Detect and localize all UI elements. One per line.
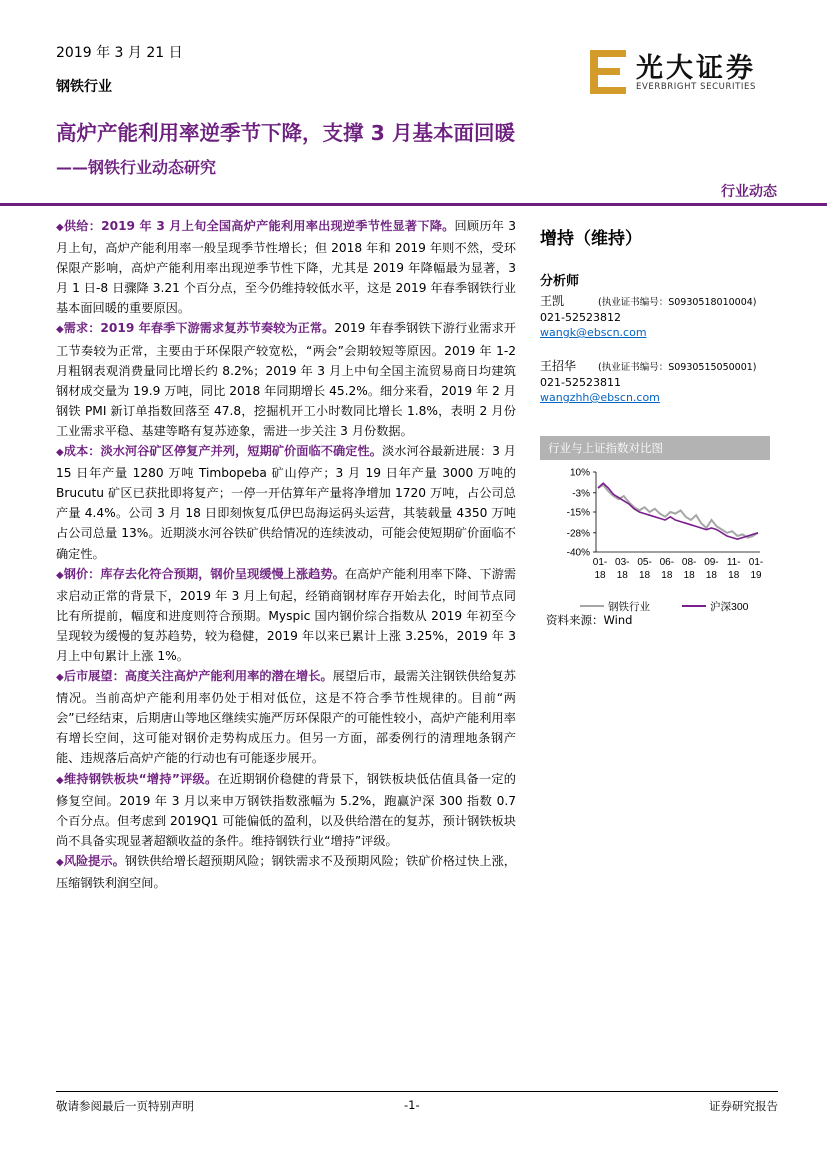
analyst-cert: (执业证书编号：S0930515050001) bbox=[598, 362, 757, 373]
diamond-bullet-icon: ◆ bbox=[56, 672, 64, 684]
page-number: -1- bbox=[404, 1098, 420, 1112]
analyst-phone: 021-52523811 bbox=[540, 376, 621, 389]
diamond-bullet-icon: ◆ bbox=[56, 447, 64, 459]
report-date: 2019 年 3 月 21 日 bbox=[56, 45, 183, 61]
analyst-cert: (执业证书编号：S0930518010004) bbox=[598, 297, 757, 308]
diamond-bullet-icon: ◆ bbox=[56, 324, 64, 336]
section-heading: 成本：淡水河谷矿区停复产并列，短期矿价面临不确定性。 bbox=[63, 444, 382, 459]
y-tick-label: -15% bbox=[566, 507, 590, 519]
company-logo bbox=[588, 46, 778, 98]
legend-label: 沪深300 bbox=[710, 601, 749, 613]
x-tick-label: 18 bbox=[728, 570, 740, 581]
rating: 增持（维持） bbox=[540, 229, 642, 249]
x-tick-label: 11- bbox=[726, 557, 741, 568]
x-tick-label: 18 bbox=[705, 570, 717, 581]
section-cost bbox=[56, 441, 516, 564]
y-tick-label: -28% bbox=[566, 528, 590, 540]
section-text: 2019 年春季钢铁下游行业需求开工节奏较为正常，主要由于环保限产较宽松，“两会”会期较短等原因。2019 年 1-2 月粗钢表观消费量同比增长约 8.2%；2019 年 3 月上中旬全国主流贸易商日均建筑钢材成交量为 19.9 万吨，同比 2018 年同期增长 45.2%。细分来看，2019 年 2 月钢铁 PMI 新订单指数回落至 47.8，挖掘机开工小时数同比增长 1.8%，表明 2 月份工业需求平稳、基建等略有复苏迹象，需进一步关注 3 月份数据。 bbox=[56, 321, 516, 438]
industry-label: 钢铁行业 bbox=[56, 79, 112, 95]
section-text: 淡水河谷最新进展：3 月 15 日年产量 1280 万吨 Timbopeba 矿山停产；3 月 19 日年产量 3000 万吨的 Brucutu 矿区已获批即将复产；一停一开估算年产量将净增加 1720 万吨，占公司总产量 4.4%。公司 3 月 18 日即刻恢复瓜伊巴岛海运码头运营，其装载量 4350 万吨占公司总量 13%。近期淡水河谷铁矿供给情况的连续波动，可能会使短期矿价面临不确定性。 bbox=[56, 444, 516, 561]
report-title: 高炉产能利用率逆季节下降，支撑 3 月基本面回暖 bbox=[56, 121, 516, 145]
x-tick-label: 09- bbox=[704, 557, 719, 568]
x-tick-label: 05- bbox=[637, 557, 652, 568]
y-tick-label: 10% bbox=[569, 467, 590, 479]
x-tick-label: 18 bbox=[594, 570, 606, 581]
section-text: 回顾历年 3 月上旬，高炉产能利用率一般呈现季节性增长；但 2018 年和 2019 年则不然，受环保限产影响，高炉产能利用率出现逆季节性下降，尤其是 2019 年降幅最为显著，3 月 1 日-8 日骤降 3.21 个百分点，至今仍维持较低水平，这是 2019 年春季钢铁行业基本面回暖的重要原因。 bbox=[56, 219, 516, 316]
analyst-name: 王凯 bbox=[540, 294, 565, 308]
comparison-chart bbox=[540, 436, 770, 614]
x-tick-label: 01- bbox=[592, 557, 608, 568]
chart-heading: 行业与上证指数对比图 bbox=[540, 436, 770, 460]
section-text: 在高炉产能利用率下降、下游需求启动正常的背景下，2019 年 3 月上旬起，经销商钢材库存开始去化，时间节点同比有所提前，幅度和进度则符合预期。Myspic 国内钢价综合指数从 2019 年初至今呈现较为缓慢的复苏趋势，较为稳健，2019 年以来已累计上涨 3.25%，2019 年 3 月上中旬累计上涨 1%。 bbox=[56, 566, 517, 663]
diamond-bullet-icon: ◆ bbox=[56, 774, 64, 786]
x-tick-label: 18 bbox=[639, 570, 651, 581]
logo-mark-icon bbox=[588, 46, 632, 98]
footer-divider bbox=[56, 1091, 778, 1092]
diamond-bullet-icon: ◆ bbox=[56, 856, 64, 868]
section-heading: 需求：2019 年春季下游需求复苏节奏较为正常。 bbox=[63, 321, 335, 336]
report-type-tag: 行业动态 bbox=[721, 184, 777, 200]
logo-text-en: EVERBRIGHT SECURITIES bbox=[636, 82, 756, 92]
analyst-1 bbox=[540, 294, 757, 340]
footer-report-label: 证券研究报告 bbox=[709, 1099, 778, 1113]
section-text: 钢铁供给增长超预期风险；钢铁需求不及预期风险；铁矿价格过快上涨，压缩钢铁利润空间。 bbox=[56, 853, 516, 890]
section-heading: 后市展望：高度关注高炉产能利用率的潜在增长。 bbox=[63, 669, 333, 684]
section-heading: 维持钢铁板块“增持”评级。 bbox=[63, 771, 218, 786]
report-body bbox=[56, 216, 516, 893]
x-tick-label: 19 bbox=[750, 570, 762, 581]
x-tick-label: 06- bbox=[659, 557, 675, 568]
analyst-2 bbox=[540, 359, 757, 405]
report-subtitle: ——钢铁行业动态研究 bbox=[56, 158, 217, 177]
analyst-phone: 021-52523812 bbox=[540, 311, 621, 324]
diamond-bullet-icon: ◆ bbox=[56, 569, 64, 581]
y-tick-label: -3% bbox=[572, 488, 590, 500]
chart-source: 资料来源：Wind bbox=[546, 613, 633, 627]
chart-canvas bbox=[540, 464, 770, 614]
section-risk bbox=[56, 851, 516, 893]
x-tick-label: 01- bbox=[748, 557, 764, 568]
analyst-email-link[interactable]: wangzhh@ebscn.com bbox=[540, 391, 660, 404]
logo-text-cn: 光大证券 bbox=[636, 53, 756, 84]
section-heading: 风险提示。 bbox=[63, 853, 125, 868]
section-supply bbox=[56, 216, 516, 318]
section-demand bbox=[56, 318, 516, 441]
section-heading: 供给：2019 年 3 月上旬全国高炉产能利用率出现逆季节性显著下降。 bbox=[63, 219, 455, 233]
header-divider bbox=[0, 203, 827, 206]
diamond-bullet-icon: ◆ bbox=[56, 222, 64, 233]
y-tick-label: -40% bbox=[566, 547, 590, 559]
section-price bbox=[56, 564, 516, 666]
x-tick-label: 03- bbox=[615, 557, 630, 568]
x-tick-label: 18 bbox=[683, 570, 695, 581]
section-outlook bbox=[56, 666, 516, 768]
legend-label: 钢铁行业 bbox=[608, 601, 650, 613]
analyst-name: 王招华 bbox=[540, 359, 577, 373]
section-text: 在近期钢价稳健的背景下，钢铁板块低估值具备一定的修复空间。2019 年 3 月以来申万钢铁指数涨幅为 5.2%，跑赢沪深 300 指数 0.7 个百分点。但考虑到 2019Q1 可能偏低的盈利，以及供给潜在的复苏，预计钢铁板块尚不具备实现显著超额收益的条件。维持钢铁行业“增持”评级。 bbox=[56, 771, 516, 848]
x-tick-label: 08- bbox=[681, 557, 697, 568]
x-tick-label: 18 bbox=[661, 570, 673, 581]
series-line-steel bbox=[598, 485, 758, 538]
analyst-heading: 分析师 bbox=[540, 274, 580, 289]
x-tick-label: 18 bbox=[616, 570, 628, 581]
section-text: 展望后市，最需关注钢铁供给复苏情况。当前高炉产能利用率仍处于相对低位，这是不符合季节性规律的。目前“两会”已经结束，后期唐山等地区继续实施严厉环保限产的可能性较小，高炉产能利用率有增长空间，这可能对钢价走势构成压力。但另一方面，部委例行的清理地条钢产能、违规落后高炉产能的行动也有可能逐步展开。 bbox=[56, 669, 516, 766]
footer-disclaimer: 敬请参阅最后一页特别声明 bbox=[56, 1099, 194, 1113]
section-heading: 钢价：库存去化符合预期，钢价呈现缓慢上涨趋势。 bbox=[63, 566, 345, 581]
analyst-email-link[interactable]: wangk@ebscn.com bbox=[540, 326, 647, 339]
section-rating bbox=[56, 769, 516, 851]
